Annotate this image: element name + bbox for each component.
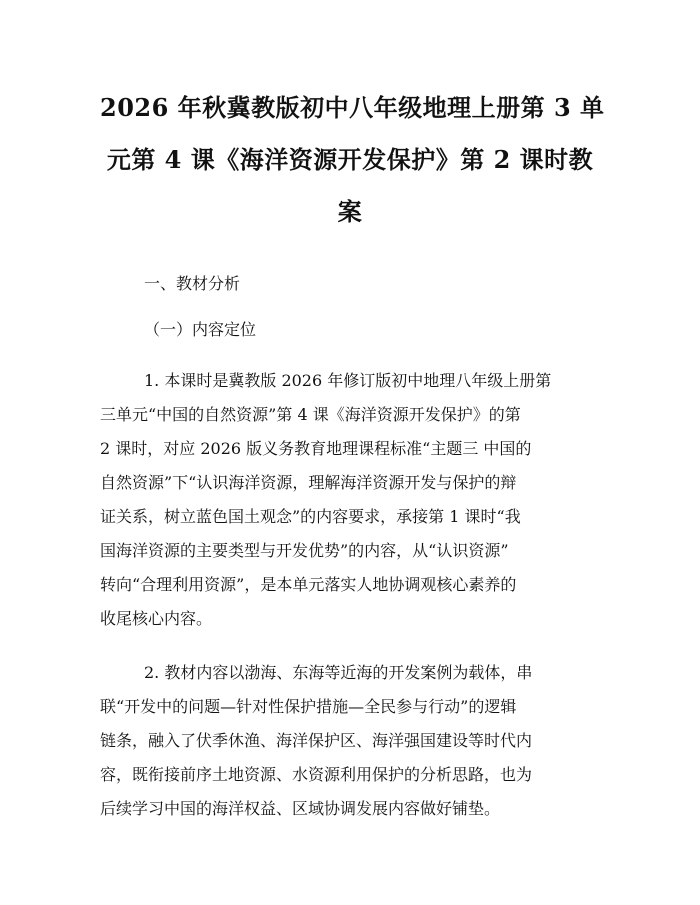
paragraph-line: 链条，融入了伏季休渔、海洋保护区、海洋强国建设等时代内 bbox=[100, 731, 533, 750]
paragraph-line: 2 课时，对应 2026 版义务教育地理课程标准“主题三 中国的 bbox=[100, 439, 532, 458]
paragraph-line: 国海洋资源的主要类型与开发优势”的内容，从“认识资源” bbox=[100, 541, 509, 560]
paragraph-line: 1. 本课时是冀教版 2026 年修订版初中地理八年级上册第 bbox=[144, 371, 552, 390]
paragraph-line: 自然资源”下“认识海洋资源，理解海洋资源开发与保护的辩 bbox=[100, 473, 517, 492]
paragraph-line: 收尾核心内容。 bbox=[100, 609, 213, 628]
paragraph-line: 转向“合理利用资源”，是本单元落实人地协调观核心素养的 bbox=[100, 575, 517, 594]
paragraph-line: 证关系，树立蓝色国土观念”的内容要求，承接第 1 课时“我 bbox=[100, 507, 521, 526]
paragraph-line: 2. 教材内容以渤海、东海等近海的开发案例为载体，串 bbox=[144, 663, 533, 682]
subsection-heading: （一）内容定位 bbox=[144, 320, 257, 339]
paragraph-1 bbox=[100, 364, 600, 636]
paragraph-2 bbox=[100, 656, 600, 826]
paragraph-line: 容，既衔接前序土地资源、水资源利用保护的分析思路，也为 bbox=[100, 765, 533, 784]
title-line: 案 bbox=[337, 197, 363, 226]
paragraph-line: 后续学习中国的海洋权益、区域协调发展内容做好铺垫。 bbox=[100, 799, 501, 818]
section-heading: 一、教材分析 bbox=[144, 274, 241, 293]
paragraph-line: 三单元“中国的自然资源”第 4 课《海洋资源开发保护》的第 bbox=[100, 405, 521, 424]
paragraph-line: 联“开发中的问题—针对性保护措施—全民参与行动”的逻辑 bbox=[100, 697, 517, 716]
document-title bbox=[100, 0, 605, 238]
title-line: 2026 年秋冀教版初中八年级地理上册第 3 单 bbox=[100, 93, 605, 122]
title-line: 元第 4 课《海洋资源开发保护》第 2 课时教 bbox=[106, 145, 594, 174]
